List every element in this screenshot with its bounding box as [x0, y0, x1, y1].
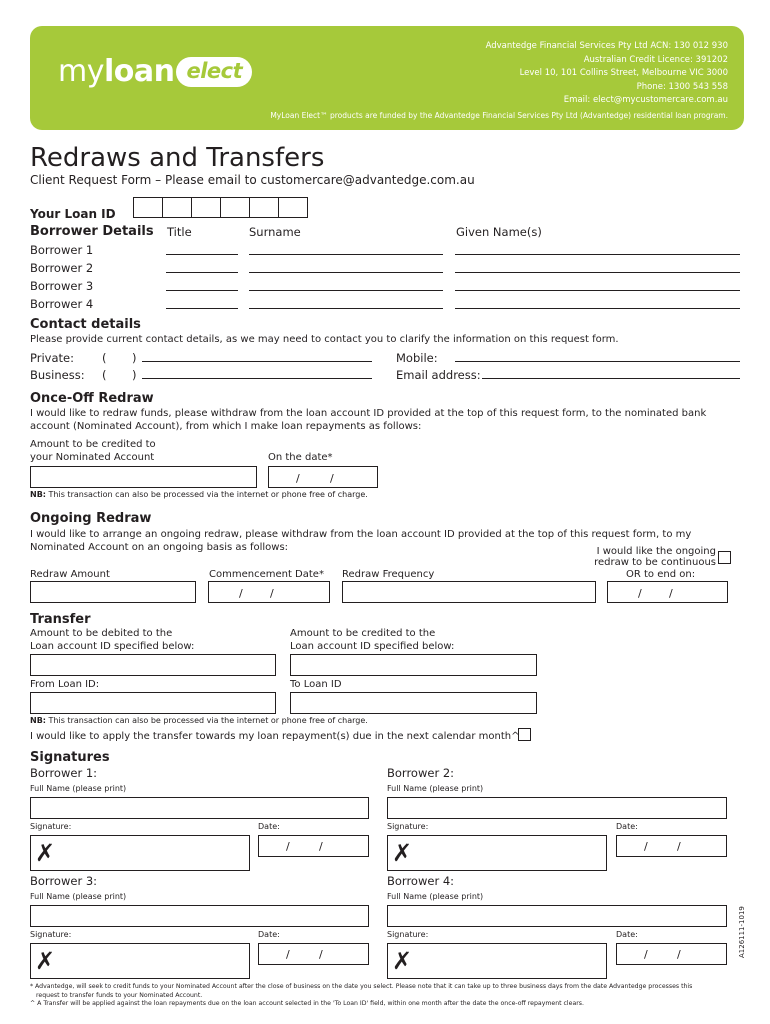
borrower-given-field[interactable]	[455, 254, 740, 255]
credit-licence: Australian Credit Licence: 391202	[583, 54, 728, 65]
signature-x-mark: ✗	[392, 947, 413, 975]
from-loan-id-field[interactable]	[30, 692, 276, 714]
loan-id-digit[interactable]	[191, 197, 220, 218]
once-off-amount-field[interactable]	[30, 466, 257, 488]
borrower-given-field[interactable]	[455, 272, 740, 273]
borrower-3-full-name-field[interactable]	[30, 905, 369, 927]
footnote-caret: ^ A Transfer will be applied against the loan repayments due on the loan account selected in the 'To Loan ID' field, within one month after the date the once-off repayment clears.	[30, 1000, 584, 1008]
once-off-date-label: On the date*	[268, 452, 333, 463]
signature-label: Signature:	[387, 822, 429, 831]
borrower-4-full-name-field[interactable]	[387, 905, 727, 927]
once-off-date-field[interactable]	[268, 466, 378, 488]
borrower-surname-field[interactable]	[249, 254, 443, 255]
borrower-1-full-name-field[interactable]	[30, 797, 369, 819]
myloan-elect-logo	[58, 54, 252, 89]
full-name-label: Full Name (please print)	[30, 784, 127, 793]
signatures-heading: Signatures	[30, 750, 110, 765]
date-separator: /	[330, 472, 334, 485]
form-code: A126111-1019	[738, 906, 746, 958]
date-separator: /	[644, 840, 648, 853]
once-off-heading: Once-Off Redraw	[30, 391, 154, 406]
contact-heading: Contact details	[30, 317, 141, 332]
private-phone-field[interactable]	[142, 361, 372, 362]
borrower-1-date-field[interactable]	[258, 835, 369, 857]
logo-loan: loan	[103, 54, 175, 89]
once-off-amount-label-1: Amount to be credited to	[30, 439, 156, 450]
borrower-row-label: Borrower 2	[30, 261, 94, 275]
borrower-4-signature-field[interactable]	[387, 943, 607, 979]
date-separator: /	[296, 472, 300, 485]
borrower-given-field[interactable]	[455, 290, 740, 291]
apply-transfer-checkbox[interactable]	[518, 728, 531, 741]
borrower-4-date-field[interactable]	[616, 943, 727, 965]
email-address-field[interactable]	[482, 378, 740, 379]
borrower-row-label: Borrower 1	[30, 243, 94, 257]
borrower-3-date-field[interactable]	[258, 943, 369, 965]
loan-id-digit[interactable]	[249, 197, 278, 218]
footnotes	[30, 983, 740, 1009]
nb-text: This transaction can also be processed via the internet or phone free of charge.	[46, 716, 368, 725]
credit-label-2: Loan account ID specified below:	[290, 641, 455, 652]
once-off-text-2: account (Nominated Account), from which I make loan repayments as follows:	[30, 421, 422, 432]
date-separator: /	[270, 587, 274, 600]
borrower-2-date-field[interactable]	[616, 835, 727, 857]
borrower-title-field[interactable]	[166, 308, 238, 309]
debit-label-2: Loan account ID specified below:	[30, 641, 195, 652]
redraw-amount-field[interactable]	[30, 581, 196, 603]
apply-transfer-label: I would like to apply the transfer towards my loan repayment(s) due in the next calendar month^	[30, 731, 520, 742]
full-name-label: Full Name (please print)	[30, 892, 127, 901]
email-address-label: Email address:	[396, 368, 481, 382]
col-given-names: Given Name(s)	[456, 225, 542, 239]
mobile-label: Mobile:	[396, 351, 438, 365]
private-paren-close: )	[132, 351, 137, 365]
loan-id-digit[interactable]	[162, 197, 191, 218]
signature-x-mark: ✗	[35, 947, 56, 975]
loan-id-digit[interactable]	[133, 197, 162, 218]
borrower-1-signature-field[interactable]	[30, 835, 250, 871]
transfer-nb	[30, 716, 368, 725]
company-email: Email: elect@mycustomercare.com.au	[563, 95, 728, 105]
signature-label: Signature:	[30, 822, 72, 831]
sig-borrower-1-label: Borrower 1:	[30, 766, 98, 780]
contact-intro: Please provide current contact details, as we may need to contact you to clarify the information on this request form.	[30, 334, 619, 345]
borrower-surname-field[interactable]	[249, 290, 443, 291]
company-address: Level 10, 101 Collins Street, Melbourne VIC 3000	[519, 68, 728, 78]
logo-my: my	[58, 54, 104, 89]
ongoing-text-1: I would like to arrange an ongoing redraw, please withdraw from the loan account ID provided at the top of this request form, to my	[30, 529, 692, 540]
date-label: Date:	[258, 930, 280, 939]
page-subtitle: Client Request Form – Please email to customercare@advantedge.com.au	[30, 173, 475, 187]
continuous-label-2: redraw to be continuous	[594, 557, 716, 568]
credit-amount-field[interactable]	[290, 654, 537, 676]
page-title: Redraws and Transfers	[30, 143, 325, 173]
date-separator: /	[644, 948, 648, 961]
continuous-checkbox[interactable]	[718, 551, 731, 564]
full-name-label: Full Name (please print)	[387, 784, 484, 793]
signature-x-mark: ✗	[35, 839, 56, 867]
borrower-title-field[interactable]	[166, 254, 238, 255]
footnote-star-cont: request to transfer funds to your Nominated Account.	[36, 991, 203, 999]
commencement-date-field[interactable]	[208, 581, 330, 603]
date-separator: /	[319, 948, 323, 961]
date-separator: /	[286, 840, 290, 853]
loan-id-digit[interactable]	[278, 197, 307, 218]
loan-id-digit[interactable]	[220, 197, 249, 218]
redraw-frequency-field[interactable]	[342, 581, 596, 603]
redraw-amount-label: Redraw Amount	[30, 569, 110, 580]
signature-label: Signature:	[387, 930, 429, 939]
signature-label: Signature:	[30, 930, 72, 939]
borrower-given-field[interactable]	[455, 308, 740, 309]
continuous-label	[578, 546, 716, 568]
company-info	[270, 40, 728, 122]
business-paren-close: )	[132, 368, 137, 382]
borrower-3-signature-field[interactable]	[30, 943, 250, 979]
business-phone-field[interactable]	[142, 378, 372, 379]
debit-label-1: Amount to be debited to the	[30, 628, 173, 639]
date-separator: /	[669, 587, 673, 600]
debit-amount-field[interactable]	[30, 654, 276, 676]
sig-borrower-2-label: Borrower 2:	[387, 766, 455, 780]
loan-id-boxes[interactable]	[133, 197, 308, 218]
date-separator: /	[239, 587, 243, 600]
end-date-field[interactable]	[607, 581, 728, 603]
borrower-title-field[interactable]	[166, 290, 238, 291]
full-name-label: Full Name (please print)	[387, 892, 484, 901]
date-label: Date:	[616, 822, 638, 831]
from-loan-id-label: From Loan ID:	[30, 679, 100, 690]
business-paren-open: (	[102, 368, 107, 382]
funded-note: MyLoan Elect™ products are funded by the Advantedge Financial Services Pty Ltd (Advantedge) residential loan program.	[270, 110, 728, 120]
date-separator: /	[677, 948, 681, 961]
ongoing-heading: Ongoing Redraw	[30, 511, 152, 526]
borrower-title-field[interactable]	[166, 272, 238, 273]
commencement-label: Commencement Date*	[209, 569, 324, 580]
continuous-label-1: I would like the ongoing	[596, 546, 716, 557]
nb-label: NB:	[30, 716, 46, 725]
to-loan-id-field[interactable]	[290, 692, 537, 714]
signature-x-mark: ✗	[392, 839, 413, 867]
business-label: Business:	[30, 368, 85, 382]
date-separator: /	[319, 840, 323, 853]
date-separator: /	[677, 840, 681, 853]
mobile-field[interactable]	[455, 361, 740, 362]
once-off-text-1: I would like to redraw funds, please withdraw from the loan account ID provided at the top of this request form, to the nominated bank	[30, 408, 707, 419]
nb-label: NB:	[30, 490, 46, 499]
col-title: Title	[167, 225, 192, 239]
frequency-label: Redraw Frequency	[342, 569, 435, 580]
ongoing-text-2: Nominated Account on an ongoing basis as follows:	[30, 542, 289, 553]
borrower-row-label: Borrower 4	[30, 297, 94, 311]
nb-text: This transaction can also be processed via the internet or phone free of charge.	[46, 490, 368, 499]
col-surname: Surname	[249, 225, 301, 239]
sig-borrower-4-label: Borrower 4:	[387, 874, 455, 888]
footnote-star: * Advantedge, will seek to credit funds to your Nominated Account after the close of business on the date you select. Please note that it can take up to three business days from the date Advantedge processes this	[30, 983, 693, 990]
once-off-nb	[30, 490, 368, 499]
transfer-heading: Transfer	[30, 612, 91, 627]
private-label: Private:	[30, 351, 74, 365]
borrower-surname-field[interactable]	[249, 272, 443, 273]
borrower-2-full-name-field[interactable]	[387, 797, 727, 819]
borrower-surname-field[interactable]	[249, 308, 443, 309]
private-paren-open: (	[102, 351, 107, 365]
to-loan-id-label: To Loan ID	[290, 679, 342, 690]
date-separator: /	[286, 948, 290, 961]
end-on-label: OR to end on:	[626, 569, 696, 580]
loan-id-label: Your Loan ID	[30, 207, 116, 221]
logo-elect: elect	[176, 57, 252, 87]
once-off-amount-label-2: your Nominated Account	[30, 452, 155, 463]
company-line: Advantedge Financial Services Pty Ltd ACN: 130 012 930	[485, 41, 728, 51]
borrower-2-signature-field[interactable]	[387, 835, 607, 871]
date-label: Date:	[616, 930, 638, 939]
date-separator: /	[638, 587, 642, 600]
company-phone: Phone: 1300 543 558	[636, 81, 728, 92]
date-label: Date:	[258, 822, 280, 831]
sig-borrower-3-label: Borrower 3:	[30, 874, 98, 888]
borrower-row-label: Borrower 3	[30, 279, 94, 293]
credit-label-1: Amount to be credited to the	[290, 628, 436, 639]
borrower-details-heading: Borrower Details	[30, 224, 154, 239]
